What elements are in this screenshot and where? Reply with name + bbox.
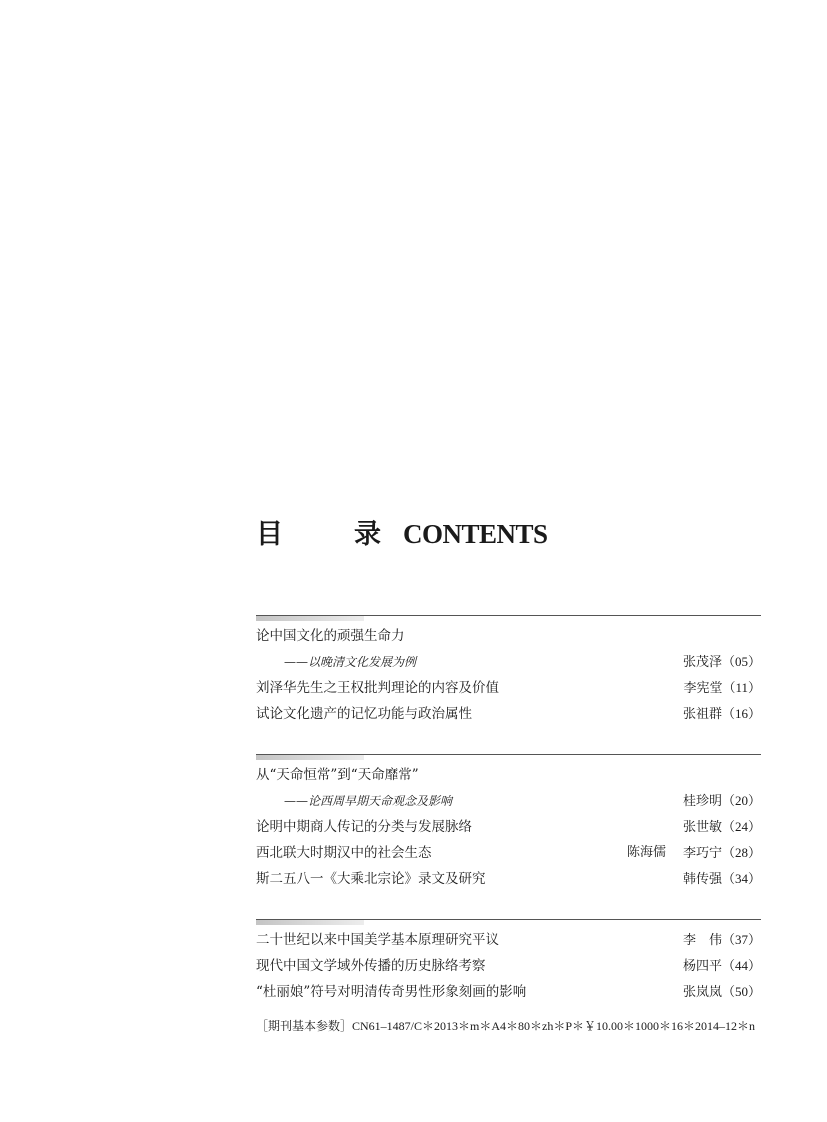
entry-page: （50） [721,984,761,999]
entry-title: 现代中国文学域外传播的历史脉络考察 [256,958,486,974]
page-title [256,512,548,551]
toc-entry[interactable] [256,649,761,675]
toc-entry[interactable] [256,927,761,953]
entry-page: （34） [721,871,761,886]
toc-entry[interactable] [256,762,761,788]
entry-page: （16） [721,706,761,721]
entry-subtitle: ——以晚清文化发展为例 [284,655,417,669]
entry-author-page [683,840,761,867]
entry-author: 李 伟 [682,933,722,948]
entry-subtitle: ——论西周早期天命观念及影响 [284,794,453,808]
entry-author: 张茂泽 [682,655,722,670]
entry-author: 桂珍明 [682,794,722,809]
title-cn: 目 录 [256,519,403,550]
entry-author: 张世敏 [682,820,722,835]
toc-entry[interactable] [256,953,761,979]
journal-parameters: ［期刊基本参数］CN61–1487/C＊2013＊m＊A4＊80＊zh＊P＊￥10.00＊1000＊16＊2014–12＊n [256,1019,756,1033]
section-divider [256,919,761,927]
entry-author-page [683,953,761,980]
section-divider [256,615,761,623]
entry-title: 论中国文化的顽强生命力 [256,628,405,644]
entry-author-page [683,788,761,815]
toc-entry[interactable] [256,979,761,1005]
entry-author-page [683,866,761,893]
entry-title: 西北联大时期汉中的社会生态 [256,845,432,861]
entry-author: 张岚岚 [682,985,722,1000]
title-en: CONTENTS [403,519,548,549]
entry-page: （24） [721,819,761,834]
entry-author-page [683,701,761,728]
entry-title: 斯二五八一《大乘北宗论》录文及研究 [256,871,486,887]
entry-page: （28） [721,845,761,860]
entry-author: 李巧宁 [682,846,722,861]
entry-title: 试论文化遗产的记忆功能与政治属性 [256,706,472,722]
toc-section-3 [256,919,761,1005]
entry-title: 二十世纪以来中国美学基本原理研究平议 [256,932,499,948]
entry-author: 杨四平 [682,959,722,974]
entry-author-page [683,927,761,954]
toc-section-2 [256,754,761,892]
entry-coauthor: 陈海儒 [626,845,666,860]
section-divider [256,754,761,762]
entry-page: （37） [721,932,761,947]
toc-entry[interactable] [256,675,761,701]
entry-title: 刘泽华先生之王权批判理论的内容及价值 [256,680,499,696]
entry-page: （11） [722,680,761,695]
toc-entry[interactable] [256,866,761,892]
toc-entry[interactable] [256,814,761,840]
entry-author-page [683,675,761,702]
toc-entry[interactable] [256,701,761,727]
toc-entry[interactable] [256,840,761,866]
entry-page: （20） [721,793,761,808]
entry-author-page [683,649,761,676]
entry-title: 论明中期商人传记的分类与发展脉络 [256,819,472,835]
toc-entry[interactable] [256,623,761,649]
entry-page: （05） [721,654,761,669]
entry-author: 韩传强 [682,872,722,887]
entry-author-page [683,979,761,1006]
entry-author-page [683,814,761,841]
entry-title: “杜丽娘”符号对明清传奇男性形象刻画的影响 [256,984,527,1000]
entry-page: （44） [721,958,761,973]
entry-author: 李宪堂 [683,681,723,696]
entry-title: 从“天命恒常”到“天命靡常” [256,767,419,783]
toc-entry[interactable] [256,788,761,814]
entry-author: 张祖群 [682,707,722,722]
toc-section-1 [256,615,761,727]
